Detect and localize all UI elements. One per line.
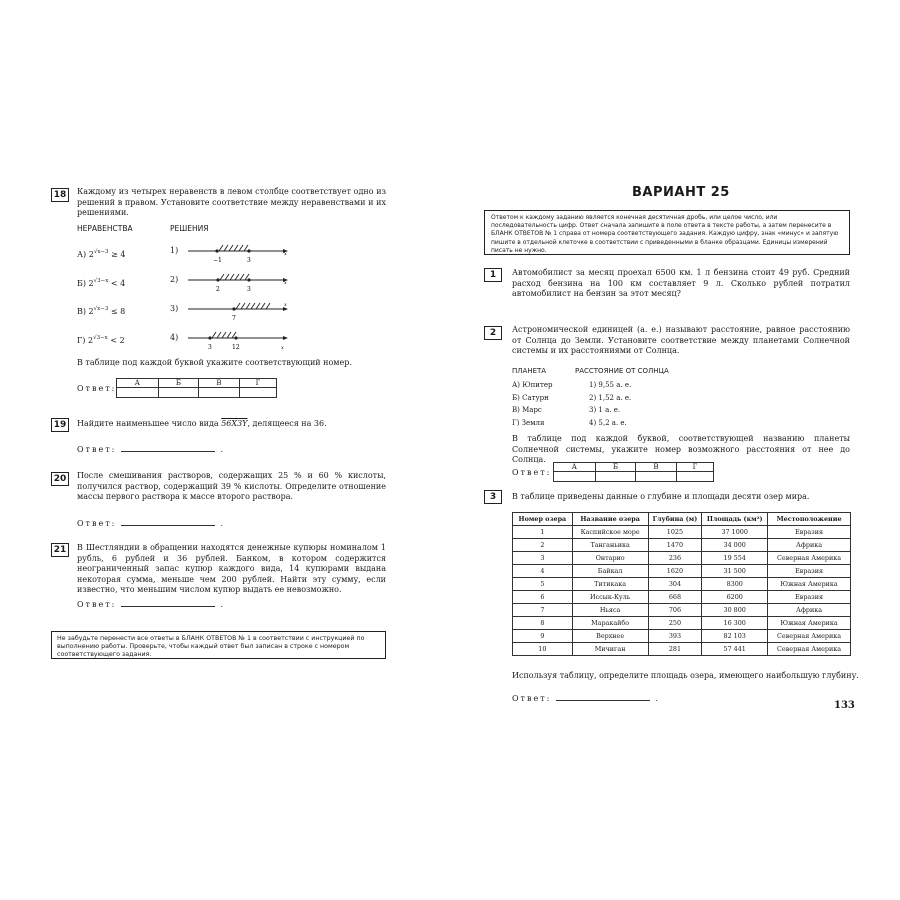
number-line-4 (188, 329, 288, 351)
table-cell: 1470 (648, 539, 702, 552)
answer-cell-b[interactable] (595, 472, 636, 482)
inequalities-header: НЕРАВЕНСТВА (77, 224, 133, 233)
ineq-exponent: √x−3 (93, 249, 109, 255)
ineq-base: 2 (87, 336, 94, 345)
table-cell: Южная Америка (768, 617, 851, 630)
table-cell: 2 (513, 539, 573, 552)
table-cell: Южная Америка (768, 578, 851, 591)
table-row (513, 552, 851, 565)
answer-label: Ответ: (77, 519, 117, 528)
task-18-text: Каждому из четырех неравенств в левом столбце соответствует одно из решений в правом. Установите соответствие между неравенствами и их решениями. (77, 187, 386, 217)
task-19-text-start: Найдите наименьшее число вида (77, 419, 222, 428)
table-cell: 8 (513, 617, 573, 630)
table-cell: 19 554 (702, 552, 768, 565)
task-19-number-pattern: 56X3Y (221, 419, 248, 428)
answer-field[interactable] (556, 692, 650, 701)
table-cell: 1025 (648, 526, 702, 539)
table-cell: Евразия (768, 565, 851, 578)
transfer-answers-note: Не забудьте перенести все ответы в БЛАНК ОТВЕТОВ № 1 в соответствии с инструкцией по выполнению работы. Проверьте, чтобы каждый ответ был записан в строке с номером соответствующего задания. (51, 631, 386, 659)
answer-label: Ответ: (512, 694, 552, 703)
table-row (513, 591, 851, 604)
page-number: 133 (834, 700, 855, 711)
task-number-19: 19 (51, 418, 69, 432)
table-header: Местоположение (768, 513, 851, 526)
table-cell: Евразия (768, 591, 851, 604)
table-cell: 668 (648, 591, 702, 604)
distance-item: 1) 9,55 а. е. (589, 381, 632, 389)
solution-2 (170, 271, 290, 293)
table-cell: Танганьика (572, 539, 648, 552)
distance-item: 3) 1 а. е. (589, 406, 621, 414)
table-row (513, 643, 851, 656)
ineq-base: 2 (88, 279, 94, 288)
table-cell: Северная Америка (768, 630, 851, 643)
table-header: Название озера (572, 513, 648, 526)
answer-cell-v[interactable] (199, 388, 240, 398)
task-18-instruction: В таблице под каждой буквой укажите соответствующий номер. (77, 358, 352, 367)
table-cell: Иссык-Куль (572, 591, 648, 604)
ineq-relation: < 2 (110, 336, 125, 345)
table-cell: 236 (648, 552, 702, 565)
axis-label: x (284, 280, 287, 286)
table-cell: 9 (513, 630, 573, 643)
planets-list (512, 379, 552, 429)
answer-cell-g[interactable] (676, 472, 713, 482)
ineq-base: 2 (88, 250, 94, 259)
answer-letter: А (554, 463, 596, 472)
task-2-answer-table (553, 462, 714, 482)
ineq-letter: А) (77, 250, 87, 259)
solution-4 (170, 329, 290, 351)
task-21-answer: Ответ: . (77, 600, 224, 609)
ineq-exponent: √3−x (93, 335, 108, 341)
table-cell: Байкал (572, 565, 648, 578)
table-header: Номер озера (513, 513, 573, 526)
answer-field[interactable] (121, 517, 215, 526)
task-21-text: В Шестляндии в обращении находятся денежные купюры номиналом 1 рубль, 6 рублей и 36 рублей. Банком, в котором содержится неограниченный запас купюр каждого вида, 14 купюрами выдана некоторая сумма, меньше чем 200 рублей. Найти эту сумму, если известно, что меньшим числом купюр выдать ее невозможно. (77, 543, 386, 594)
table-cell: 393 (648, 630, 702, 643)
table-cell: 250 (648, 617, 702, 630)
answer-label: Ответ: (77, 445, 117, 454)
table-cell: 16 300 (702, 617, 768, 630)
table-cell: Титикака (572, 578, 648, 591)
table-row (513, 604, 851, 617)
table-cell: 4 (513, 565, 573, 578)
number-line-2 (188, 271, 288, 293)
table-header: Глубина (м) (648, 513, 702, 526)
planet-item: В) Марс (512, 406, 542, 414)
table-cell: 8300 (702, 578, 768, 591)
table-cell: 37 1000 (702, 526, 768, 539)
table-row (513, 630, 851, 643)
answer-field[interactable] (121, 598, 215, 607)
table-header: Площадь (км²) (702, 513, 768, 526)
answer-letter: Б (158, 379, 199, 388)
ineq-letter: Г) (77, 336, 86, 345)
table-cell: Евразия (768, 526, 851, 539)
answer-letter: Г (239, 379, 276, 388)
table-cell: 7 (513, 604, 573, 617)
task-20-answer: Ответ: . (77, 519, 224, 528)
inequality-g (77, 335, 125, 345)
table-cell: 31 500 (702, 565, 768, 578)
answer-cell-v[interactable] (636, 472, 677, 482)
task-number-2: 2 (484, 326, 502, 340)
task-18-answer-table (116, 378, 277, 398)
ineq-relation: ≥ 4 (111, 250, 126, 259)
distances-list (589, 379, 631, 429)
table-cell: 3 (513, 552, 573, 565)
planet-item: Г) Земля (512, 418, 545, 427)
axis-label: x (281, 345, 284, 351)
inequality-v (77, 306, 125, 316)
answer-field[interactable] (121, 443, 215, 452)
table-row (513, 526, 851, 539)
task-1-text: Автомобилист за месяц проехал 6500 км. 1 л бензина стоит 49 руб. Средний расход бензина на 100 км составляет 9 л. Сколько рублей потратил автомобилист на бензин за этот месяц? (512, 268, 850, 298)
table-cell: 281 (648, 643, 702, 656)
solution-num: 3) (170, 304, 179, 313)
task-19-text (77, 419, 386, 430)
lakes-table (512, 512, 851, 656)
tick-label: 2 (216, 286, 220, 293)
table-cell: Каспийское море (572, 526, 648, 539)
solution-num: 4) (170, 333, 179, 342)
task-3-text: В таблице приведены данные о глубине и площади десяти озер мира. (512, 492, 810, 501)
task-19-answer: Ответ: . (77, 445, 224, 454)
axis-label: x (284, 302, 287, 308)
table-cell: Мичиган (572, 643, 648, 656)
table-cell: 6 (513, 591, 573, 604)
table-cell: 5 (513, 578, 573, 591)
variant-title: ВАРИАНТ 25 (632, 185, 730, 200)
variant-instructions: Ответом к каждому заданию является конечная десятичная дробь, или целое число, или последовательность цифр. Ответ сначала запишите в поле ответа в тексте работы, а затем перенесите в БЛАНК ОТВЕТОВ № 1 справа от номера соответствующего задания. Каждую цифру, знак «минус» и запятую пишите в отдельной клеточке в соответствии с приведенными в бланке образцами. Единицы измерений писать не нужно. (484, 210, 850, 255)
table-cell: 6200 (702, 591, 768, 604)
answer-letter: В (636, 463, 677, 472)
task-18-answer-label: Ответ: (77, 384, 117, 393)
tick-label: 3 (247, 286, 251, 293)
ineq-letter: Б) (77, 279, 86, 288)
solution-1 (170, 242, 290, 264)
answer-letter: В (199, 379, 240, 388)
table-cell: 10 (513, 643, 573, 656)
tick-label: 3 (208, 344, 212, 351)
task-2-instruction: В таблице под каждой буквой, соответствующей названию планеты Солнечной системы, укажите номер возможного расстояния от нее до Солнца. (512, 434, 850, 464)
task-2-answer-label: Ответ: (512, 468, 552, 477)
table-row (513, 539, 851, 552)
ineq-relation: ≤ 8 (110, 307, 126, 316)
number-line-3 (188, 300, 288, 322)
task-number-18: 18 (51, 188, 69, 202)
answer-cell-g[interactable] (239, 388, 276, 398)
table-cell: Маракайбо (572, 617, 648, 630)
number-line-1 (188, 242, 288, 264)
task-number-20: 20 (51, 472, 69, 486)
solutions-header: РЕШЕНИЯ (170, 224, 209, 233)
answer-label: Ответ: (77, 600, 117, 609)
task-number-21: 21 (51, 543, 69, 557)
solution-3 (170, 300, 290, 322)
tick-label: 12 (232, 344, 240, 351)
solution-num: 1) (170, 246, 179, 255)
distance-item: 2) 1,52 а. е. (589, 393, 632, 402)
tick-label: 7 (232, 315, 236, 322)
planet-item: А) Юпитер (512, 381, 553, 389)
planet-item: Б) Сатурн (512, 393, 549, 402)
task-number-1: 1 (484, 268, 502, 282)
table-cell: Онтарио (572, 552, 648, 565)
inequality-a (77, 249, 125, 259)
answer-letter: Г (676, 463, 713, 472)
table-header-row (513, 513, 851, 526)
table-cell: Верхнее (572, 630, 648, 643)
ineq-base: 2 (88, 307, 94, 316)
table-row (513, 617, 851, 630)
table-cell: 706 (648, 604, 702, 617)
tick-label: −1 (213, 257, 222, 264)
table-cell: 34 000 (702, 539, 768, 552)
table-cell: Африка (768, 539, 851, 552)
task-3-question: Используя таблицу, определите площадь озера, имеющего наибольшую глубину. (512, 671, 859, 680)
answer-cell-b[interactable] (158, 388, 199, 398)
inequality-b (77, 278, 125, 288)
table-cell: 30 800 (702, 604, 768, 617)
answer-letter: А (117, 379, 159, 388)
table-cell: 82 103 (702, 630, 768, 643)
table-cell: 304 (648, 578, 702, 591)
task-number-3: 3 (484, 490, 502, 504)
table-cell: 1 (513, 526, 573, 539)
ineq-relation: < 4 (110, 279, 126, 288)
distance-header: РАССТОЯНИЕ ОТ СОЛНЦА (575, 367, 669, 375)
tick-label: 3 (247, 257, 251, 264)
answer-cell-a[interactable] (554, 472, 596, 482)
task-3-answer: Ответ: . (512, 694, 659, 703)
axis-label: x (284, 251, 287, 257)
answer-letter: Б (595, 463, 636, 472)
distance-item: 4) 5,2 а. е. (589, 418, 627, 427)
task-20-text: После смешивания растворов, содержащих 25 % и 60 % кислоты, получился раствор, содержащий 39 % кислоты. Определите отношение массы первого раствора к массе второго раствора. (77, 471, 386, 501)
task-2-text: Астрономической единицей (а. е.) называют расстояние, равное расстоянию от Солнца до Земли. Установите соответствие между планетами Солнечной системы и их расстояниями от Солнца. (512, 325, 850, 355)
table-cell: Северная Америка (768, 552, 851, 565)
table-row (513, 565, 851, 578)
table-cell: Северная Америка (768, 643, 851, 656)
task-19-text-end: , делящееся на 36. (247, 419, 327, 428)
ineq-letter: В) (77, 307, 86, 316)
table-cell: Ньяса (572, 604, 648, 617)
answer-cell-a[interactable] (117, 388, 159, 398)
ineq-exponent: √3−x (93, 278, 109, 284)
table-cell: 57 441 (702, 643, 768, 656)
table-row (513, 578, 851, 591)
solution-num: 2) (170, 275, 179, 284)
table-cell: Африка (768, 604, 851, 617)
table-cell: 1620 (648, 565, 702, 578)
ineq-exponent: √x−3 (93, 306, 109, 312)
planet-header: ПЛАНЕТА (512, 367, 547, 375)
